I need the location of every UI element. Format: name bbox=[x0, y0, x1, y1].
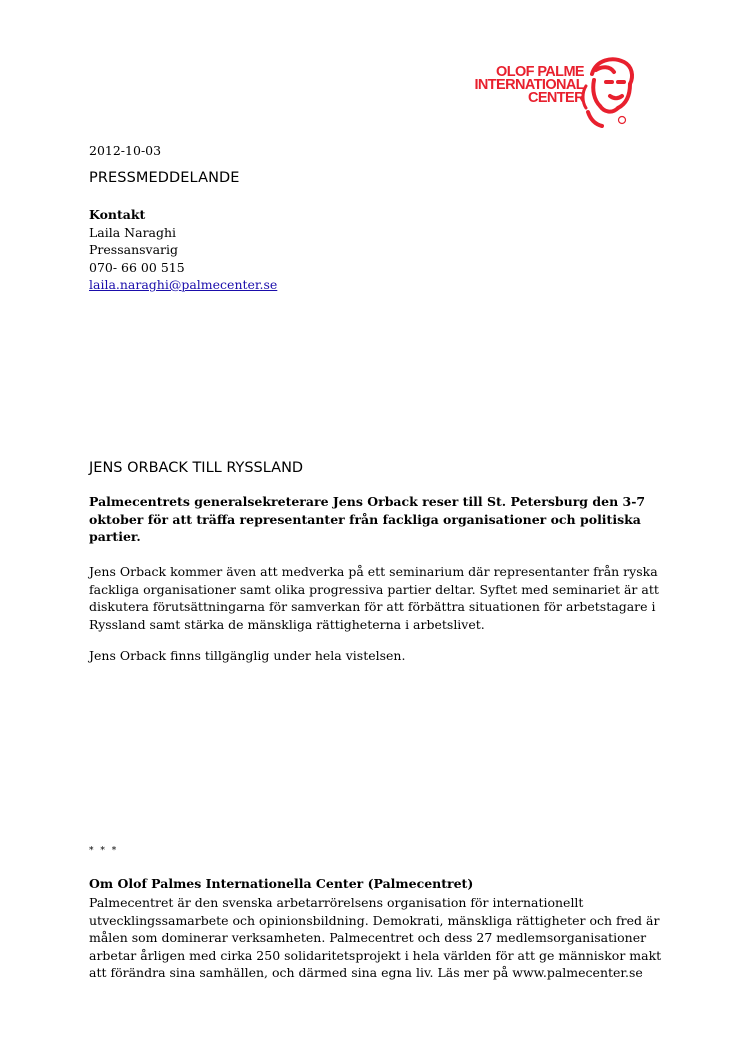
lead-paragraph: Palmecentrets generalsekreterare Jens Orback reser till St. Petersburg den 3-7 oktober för att träffa representanter från fackliga organisationer och politiska partier. bbox=[89, 494, 646, 544]
contact-name: Laila Naraghi bbox=[89, 224, 177, 240]
logo-line-1: OLOF PALME bbox=[496, 64, 584, 80]
press-headline: JENS ORBACK TILL RYSSLAND bbox=[89, 460, 304, 476]
document-type: PRESSMEDDELANDE bbox=[89, 170, 240, 186]
contact-block bbox=[89, 206, 277, 294]
body-paragraph: Jens Orback kommer även att medverka på ett seminarium där representanter från ryska fackliga organisationer samt olika progressiva partier deltar. Syftet med seminariet är att diskutera förutsättningarna för samverkan för att förbättra situationen för arbetstagare i Ryssland samt stärka de mänskliga rättigheterna i arbetslivet. bbox=[89, 564, 659, 632]
body-paragraph: Jens Orback finns tillgänglig under hela vistelsen. bbox=[89, 648, 406, 663]
document-date: 2012-10-03 bbox=[89, 143, 162, 158]
olof-palme-portrait-icon bbox=[580, 52, 638, 128]
logo-line-2: INTERNATIONAL bbox=[474, 77, 584, 93]
section-separator: * * * bbox=[89, 846, 119, 856]
contact-label: Kontakt bbox=[89, 207, 146, 222]
logo-text bbox=[474, 66, 584, 105]
about-heading: Om Olof Palmes Internationella Center (Palmecentret) bbox=[89, 876, 474, 891]
organization-logo bbox=[462, 52, 642, 128]
contact-role: Pressansvarig bbox=[89, 242, 179, 257]
contact-email-link[interactable]: laila.naraghi@palmecenter.se bbox=[89, 277, 278, 292]
logo-line-3: CENTER bbox=[527, 90, 584, 106]
about-paragraph: Palmecentret är den svenska arbetarrörelsens organisation för internationellt utvecklingssamarbete och opinionsbildning. Demokrati, mänskliga rättigheter och fred är målen som dominerar verksamheten. Palmecentret och dess 27 medlemsorganisationer arbetar årligen med cirka 250 solidaritetsprojekt i hela världen för att ge människor makt att förändra sina samhällen, och därmed sina egna liv. Läs mer på www.palmecenter.se bbox=[89, 895, 662, 980]
contact-phone: 070- 66 00 515 bbox=[89, 259, 185, 275]
